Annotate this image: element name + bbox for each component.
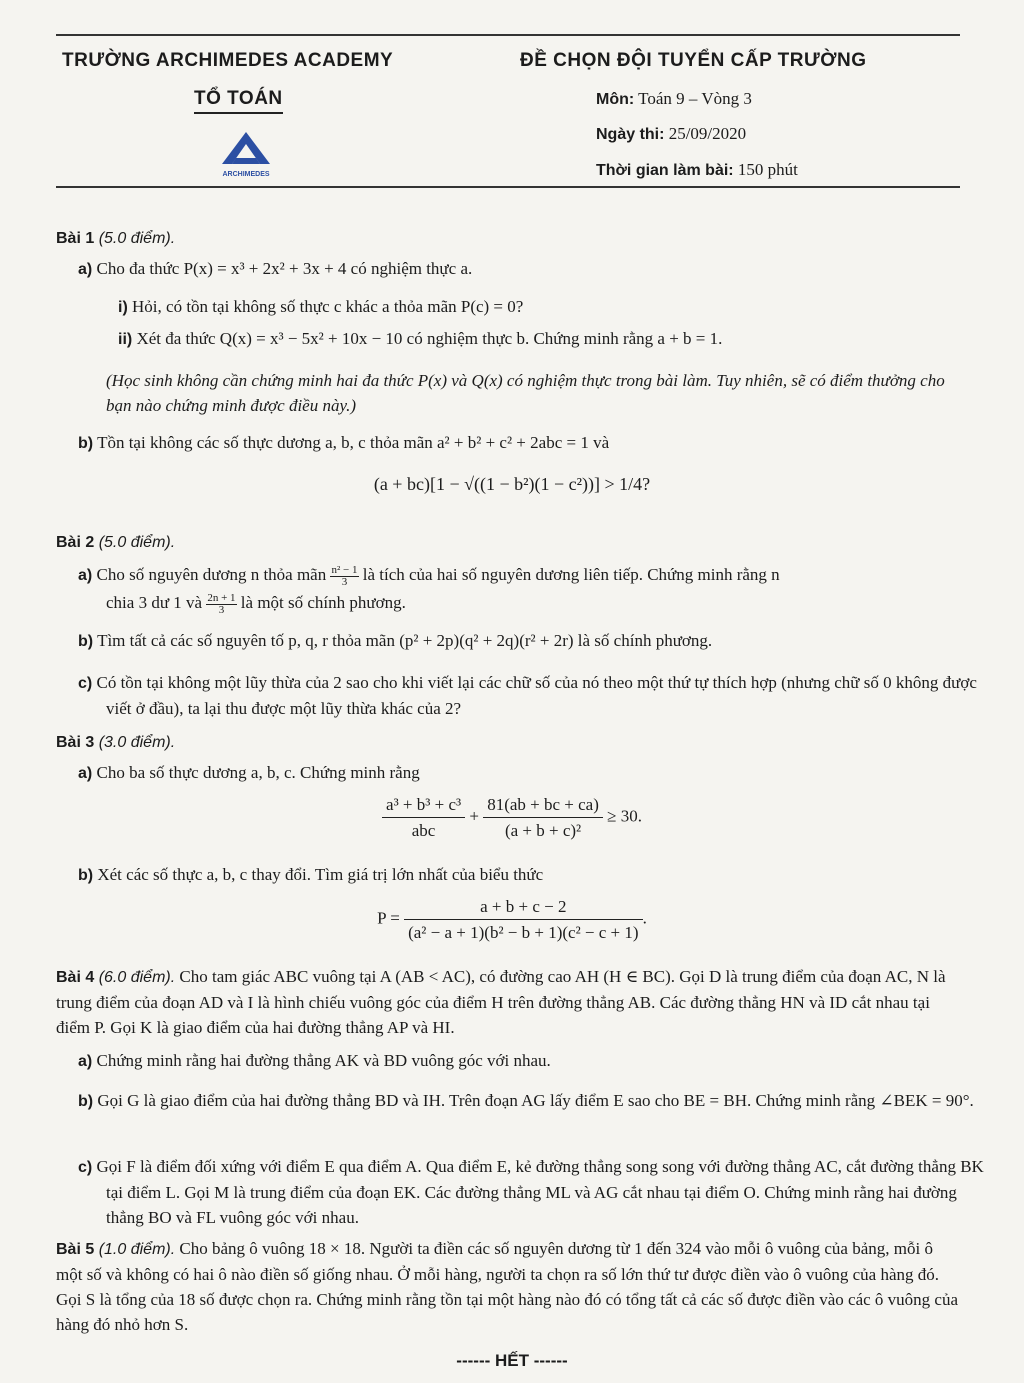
problem-4b: b) Gọi G là giao điểm của hai đường thẳng BD và IH. Trên đoạn AG lấy điểm E sao cho BE = BH. Chứng minh rằng ∠BEK = 90°. (78, 1091, 974, 1110)
fraction-n2-minus-1-over-3: $\frac{\text{n² − 1}}{3}$ (331, 563, 358, 588)
department-name: TỔ TOÁN (194, 86, 283, 114)
archimedes-logo-icon (206, 130, 286, 180)
problem-2a: a) Cho số nguyên dương n thỏa mãn $\frac{\text{n² − 1}}{3}$ là tích của hai số nguyên dương liên tiếp. Chứng minh rằng n (78, 563, 780, 588)
top-rule (56, 34, 960, 36)
header-bottom-rule (56, 186, 960, 188)
problem-1a-ii: ii) Xét đa thức Q(x) = x³ − 5x² + 10x − 10 có nghiệm thực b. Chứng minh rằng a + b = 1. (118, 329, 723, 348)
problem-1a-i: i) Hỏi, có tồn tại không số thực c khác a thỏa mãn P(c) = 0? (118, 297, 524, 316)
problem-1-note: (Học sinh không cần chứng minh hai đa thức P(x) và Q(x) có nghiệm thực trong bài làm. Tuy nhiên, sẽ có điểm thưởng cho bạn nào chứng minh được điều này.) (106, 371, 945, 415)
problem-1b-formula: (a + bc)[1 − √((1 − b²)(1 − c²))] > 1/4? (373, 474, 651, 494)
problem-4c: c) Gọi F là điểm đối xứng với điểm E qua điểm A. Qua điểm E, kẻ đường thẳng song song với đường thẳng AC, cắt đường thẳng BK tại điểm L. Gọi M là trung điểm của đoạn EK. Các đường thẳng ML và AG cắt nhau tại điểm O. Chứng minh rằng hai đường thẳng BO và FL vuông góc với nhau. (78, 1157, 984, 1227)
problem-1a: a) Cho đa thức P(x) = x³ + 2x² + 3x + 4 có nghiệm thực a. (78, 259, 473, 278)
fraction-2n-plus-1-over-3: $\frac{2n + 1}{3}$ (207, 591, 236, 616)
end-marker: ------ HẾT ------ (456, 1351, 568, 1370)
problem-3-title: Bài 3 (3.0 điểm). (56, 734, 176, 751)
problem-2b: b) Tìm tất cả các số nguyên tố p, q, r thỏa mãn (p² + 2p)(q² + 2q)(r² + 2r) là số chính phương. (78, 631, 713, 650)
problem-2a-cont: chia 3 dư 1 và $\frac{2n + 1}{3}$ là một số chính phương. (106, 591, 406, 616)
problem-3b-expression: P = $\frac{a + b + c - 2}{\text{(a² − a + 1)(b² − b + 1)(c² − c + 1)}}$ . (0, 894, 1024, 945)
problem-4-intro: Bài 4 (6.0 điểm). Cho tam giác ABC vuông tại A (AB < AC), có đường cao AH (H ∈ BC). Gọi D là trung điểm của đoạn AC, N là trung điểm của đoạn AD và I là hình chiếu vuông góc của điểm H trên đường thẳng AB. Các đường thẳng HN và ID cắt nhau tại điểm P. Gọi K là giao điểm của hai đường thẳng AP và HI. (56, 967, 946, 1037)
fraction-81-over-square: $\frac{81(ab + bc + ca)}{\text{(a + b + c)²}}$ (483, 792, 603, 843)
problem-1b: b) Tồn tại không các số thực dương a, b, c thỏa mãn a² + b² + c² + 2abc = 1 và (78, 433, 610, 452)
problem-3b: b) Xét các số thực a, b, c thay đổi. Tìm giá trị lớn nhất của biểu thức (78, 865, 544, 884)
problem-2c: c) Có tồn tại không một lũy thừa của 2 sao cho khi viết lại các chữ số của nó theo một thứ tự thích hợp (nhưng chữ số 0 không được viết ở đầu), ta lại thu được một lũy thừa khác của 2? (78, 673, 977, 718)
problem-5: Bài 5 (1.0 điểm). Cho bảng ô vuông 18 × 18. Người ta điền các số nguyên dương từ 1 đến 324 vào mỗi ô vuông của bảng, mỗi ô một số và không có hai ô nào điền số giống nhau. Ở mỗi hàng, người ta chọn ra số lớn thứ tư được điền vào ô vuông của hàng đó. Gọi S là tổng của 18 số được chọn ra. Chứng minh rằng tồn tại một hàng nào đó có tổng tất cả các số được điền vào các ô vuông của hàng đó nhỏ hơn S. (56, 1239, 959, 1334)
exam-title: ĐỀ CHỌN ĐỘI TUYỂN CẤP TRƯỜNG (520, 50, 867, 71)
date-line: Ngày thi: 25/09/2020 (596, 124, 747, 143)
problem-1-title: Bài 1 (5.0 điểm). (56, 230, 176, 247)
time-line: Thời gian làm bài: 150 phút (596, 160, 798, 179)
fraction-p-expression: $\frac{a + b + c - 2}{\text{(a² − a + 1)(b² − b + 1)(c² − c + 1)}}$ (404, 894, 642, 945)
problem-3a-inequality: $\frac{\text{a³ + b³ + c³}}{\text{abc}}$ + $\frac{81(ab + bc + ca)}{\text{(a + b + c)²}}$ ≥ 30. (0, 792, 1024, 843)
logo-text: ARCHIMEDES (222, 171, 270, 178)
fraction-cubes-over-abc: $\frac{\text{a³ + b³ + c³}}{\text{abc}}$ (382, 792, 465, 843)
problem-4a: a) Chứng minh rằng hai đường thẳng AK và BD vuông góc với nhau. (78, 1051, 551, 1070)
problem-2-title: Bài 2 (5.0 điểm). (56, 534, 176, 551)
subject-line: Môn: Toán 9 – Vòng 3 (596, 89, 752, 108)
school-name: TRƯỜNG ARCHIMEDES ACADEMY (62, 50, 394, 71)
problem-3a: a) Cho ba số thực dương a, b, c. Chứng minh rằng (78, 763, 420, 782)
